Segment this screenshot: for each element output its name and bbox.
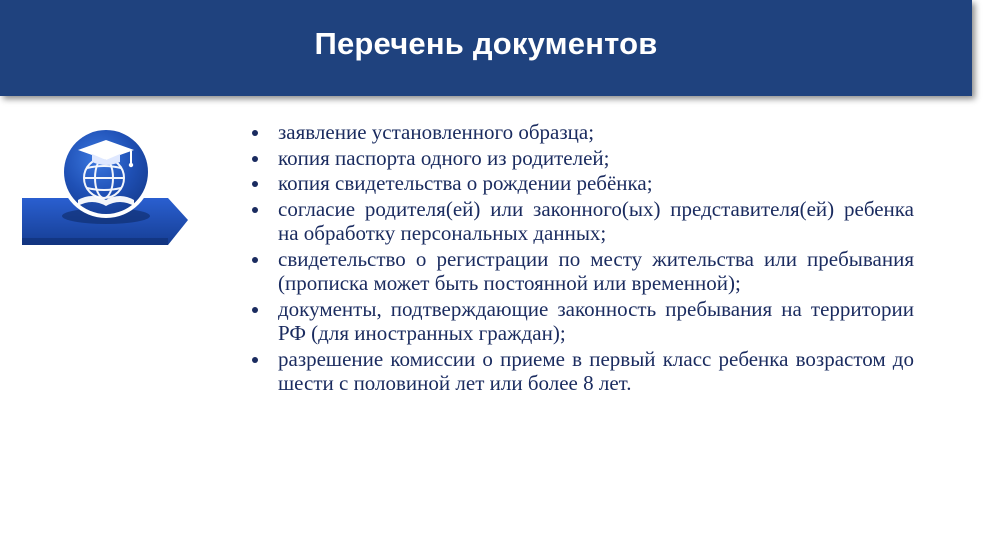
bullet-icon bbox=[252, 257, 258, 263]
bullet-icon bbox=[252, 207, 258, 213]
list-item-text: копия паспорта одного из родителей; bbox=[278, 145, 610, 170]
page-title: Перечень документов bbox=[314, 26, 658, 61]
list-item-text: копия свидетельства о рождении ребёнка; bbox=[278, 171, 653, 195]
bullet-icon bbox=[252, 307, 258, 313]
bullet-icon bbox=[252, 156, 258, 162]
list-item-text: заявление установленного образца; bbox=[278, 120, 595, 144]
list-item bbox=[250, 347, 914, 396]
list-item bbox=[250, 247, 914, 296]
bullet-icon bbox=[252, 130, 258, 136]
list-item bbox=[250, 171, 914, 196]
list-item-text: документы, подтверждающие законность пребывания на территории РФ (для иностранных граждан); bbox=[278, 296, 914, 345]
graduation-globe-book-icon bbox=[18, 120, 193, 250]
list-item bbox=[250, 146, 914, 171]
bullet-icon bbox=[252, 181, 258, 187]
list-item-text: свидетельство о регистрации по месту жительства или пребывания (прописка может быть постоянной или временной); bbox=[278, 246, 914, 295]
list-item bbox=[250, 197, 914, 246]
list-item bbox=[250, 297, 914, 346]
header-bar bbox=[0, 0, 972, 96]
list-item bbox=[250, 120, 914, 145]
bullet-icon bbox=[252, 357, 258, 363]
documents-list bbox=[250, 120, 914, 397]
list-item-text: разрешение комиссии о приеме в первый класс ребенка возрастом до шести с половиной лет или более 8 лет. bbox=[278, 346, 914, 395]
list-item-text: согласие родителя(ей) или законного(ых) представителя(ей) ребенка на обработку персональных данных; bbox=[278, 196, 914, 245]
